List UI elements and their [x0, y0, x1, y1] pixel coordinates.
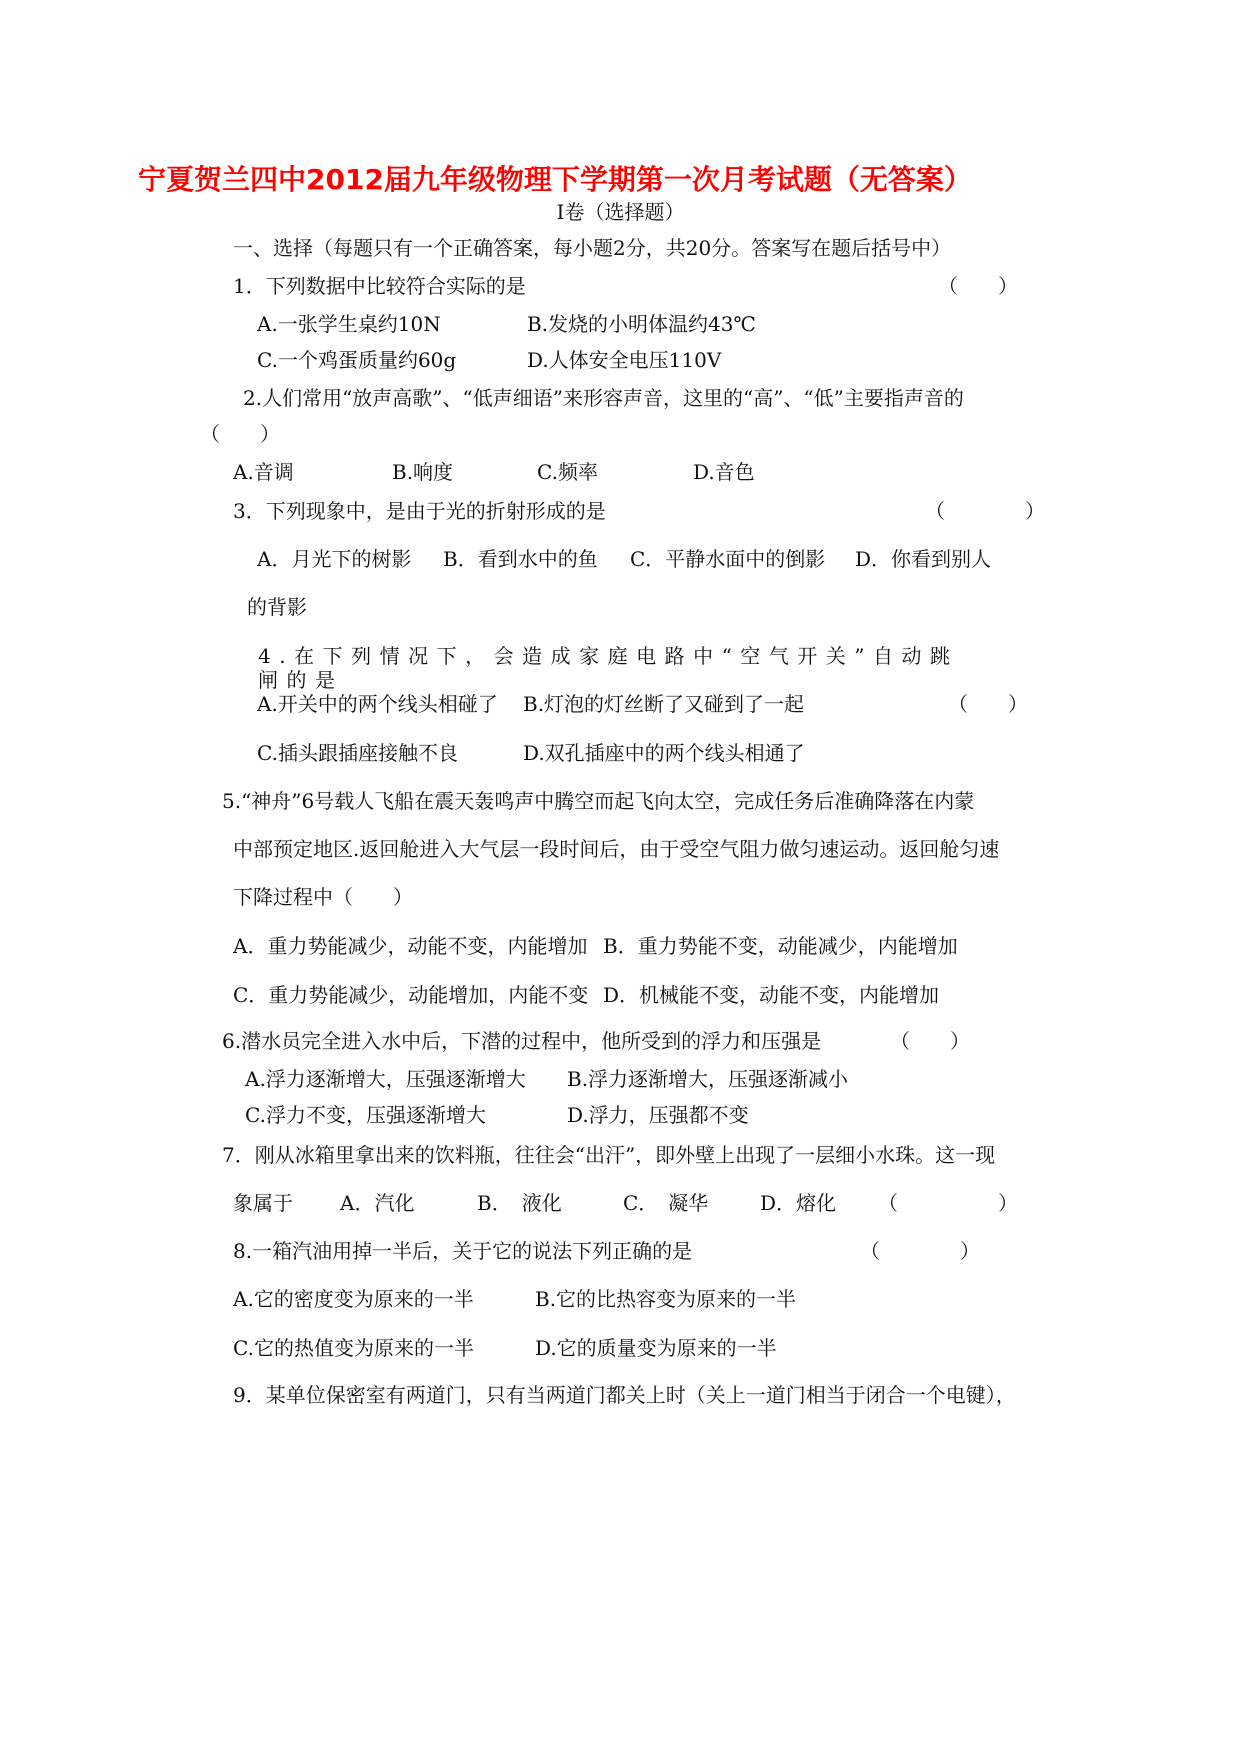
question-4-answer-blank: （ ）	[948, 692, 1028, 716]
part-title: Ⅰ卷（选择题）	[556, 200, 685, 224]
question-7-option-c: C． 凝华	[623, 1191, 709, 1215]
question-4-option-d: D.双孔插座中的两个线头相通了	[523, 741, 805, 765]
question-7-lead: 象属于	[233, 1191, 293, 1215]
question-1-stem: 1．下列数据中比较符合实际的是	[233, 274, 526, 298]
question-7-option-a: A．汽化	[340, 1191, 415, 1215]
question-8-option-b: B.它的比热容变为原来的一半	[535, 1287, 797, 1311]
question-5-stem-line-1: 5.“神舟”6号载人飞船在震天轰鸣声中腾空而起飞向太空，完成任务后准确降落在内蒙	[222, 789, 975, 813]
question-8-answer-blank: （ ）	[860, 1239, 980, 1263]
question-2-option-d: D.音色	[693, 460, 755, 484]
question-7-answer-blank: （ ）	[878, 1191, 1018, 1215]
question-5-option-a: A．重力势能减少，动能不变，内能增加	[233, 934, 588, 958]
question-6-option-c: C.浮力不变，压强逐渐增大	[245, 1103, 486, 1127]
question-3-option-b: B．看到水中的鱼	[443, 547, 598, 571]
question-6-option-b: B.浮力逐渐增大，压强逐渐减小	[567, 1067, 849, 1091]
question-6-stem: 6.潜水员完全进入水中后，下潜的过程中，他所受到的浮力和压强是	[222, 1029, 822, 1053]
question-1-option-c: C.一个鸡蛋质量约60g	[257, 348, 457, 372]
question-4-stem-text: 4.在下列情况下，会造成家庭电路中“空气开关”自动跳闸的是	[258, 644, 959, 692]
question-5-option-d: D．机械能不变，动能不变，内能增加	[603, 983, 940, 1007]
question-7-stem: 7．刚从冰箱里拿出来的饮料瓶，往往会“出汗”，即外壁上出现了一层细小水珠。这一现	[222, 1143, 996, 1167]
question-2-option-a: A.音调	[233, 460, 294, 484]
question-5-option-c: C．重力势能减少，动能增加，内能不变	[233, 983, 589, 1007]
question-2-answer-blank: （ ）	[200, 422, 280, 446]
question-1-option-a: A.一张学生桌约10N	[257, 312, 441, 336]
question-2-stem: 2.人们常用“放声高歌”、“低声细语”来形容声音，这里的“高”、“低”主要指声音的	[243, 386, 964, 410]
question-8-stem: 8.一箱汽油用掉一半后，关于它的说法下列正确的是	[233, 1239, 693, 1263]
question-5-stem-line-2: 中部预定地区.返回舱进入大气层一段时间后，由于受空气阻力做匀速运动。返回舱匀速	[233, 837, 1000, 861]
question-6-option-a: A.浮力逐渐增大，压强逐渐增大	[245, 1067, 526, 1091]
question-3-option-c: C．平静水面中的倒影	[630, 547, 826, 571]
question-4-option-a: A.开关中的两个线头相碰了	[257, 692, 498, 716]
question-4-option-b: B.灯泡的灯丝断了又碰到了一起	[523, 692, 805, 716]
question-4-stem	[258, 644, 978, 692]
question-1-answer-blank: （ ）	[938, 274, 1018, 298]
question-1-option-d: D.人体安全电压110V	[527, 348, 722, 372]
question-7-option-b: B． 液化	[477, 1191, 562, 1215]
question-6-answer-blank: （ ）	[890, 1029, 970, 1053]
question-7-option-d: D．熔化	[760, 1191, 837, 1215]
question-9-stem: 9．某单位保密室有两道门，只有当两道门都关上时（关上一道门相当于闭合一个电键），	[233, 1383, 1016, 1407]
page-title: 宁夏贺兰四中2012届九年级物理下学期第一次月考试题（无答案）	[138, 163, 972, 196]
question-8-option-d: D.它的质量变为原来的一半	[535, 1336, 777, 1360]
section-intro: 一、选择（每题只有一个正确答案，每小题2分，共20分。答案写在题后括号中）	[233, 236, 952, 260]
question-2-option-c: C.频率	[537, 460, 598, 484]
question-3-stem: 3．下列现象中，是由于光的折射形成的是	[233, 499, 606, 523]
question-2-option-b: B.响度	[392, 460, 454, 484]
question-5-stem-line-3: 下降过程中（ ）	[233, 885, 413, 909]
question-4-option-c: C.插头跟插座接触不良	[257, 741, 458, 765]
question-8-option-c: C.它的热值变为原来的一半	[233, 1336, 474, 1360]
question-3-continuation: 的背影	[247, 595, 307, 619]
question-3-answer-blank: （ ）	[925, 499, 1045, 523]
question-8-option-a: A.它的密度变为原来的一半	[233, 1287, 474, 1311]
question-6-option-d: D.浮力，压强都不变	[567, 1103, 749, 1127]
question-3-option-a: A．月光下的树影	[257, 547, 412, 571]
question-1-option-b: B.发烧的小明体温约43℃	[527, 312, 756, 336]
question-5-option-b: B．重力势能不变，动能减少，内能增加	[603, 934, 958, 958]
question-3-option-d: D．你看到别人	[855, 547, 992, 571]
